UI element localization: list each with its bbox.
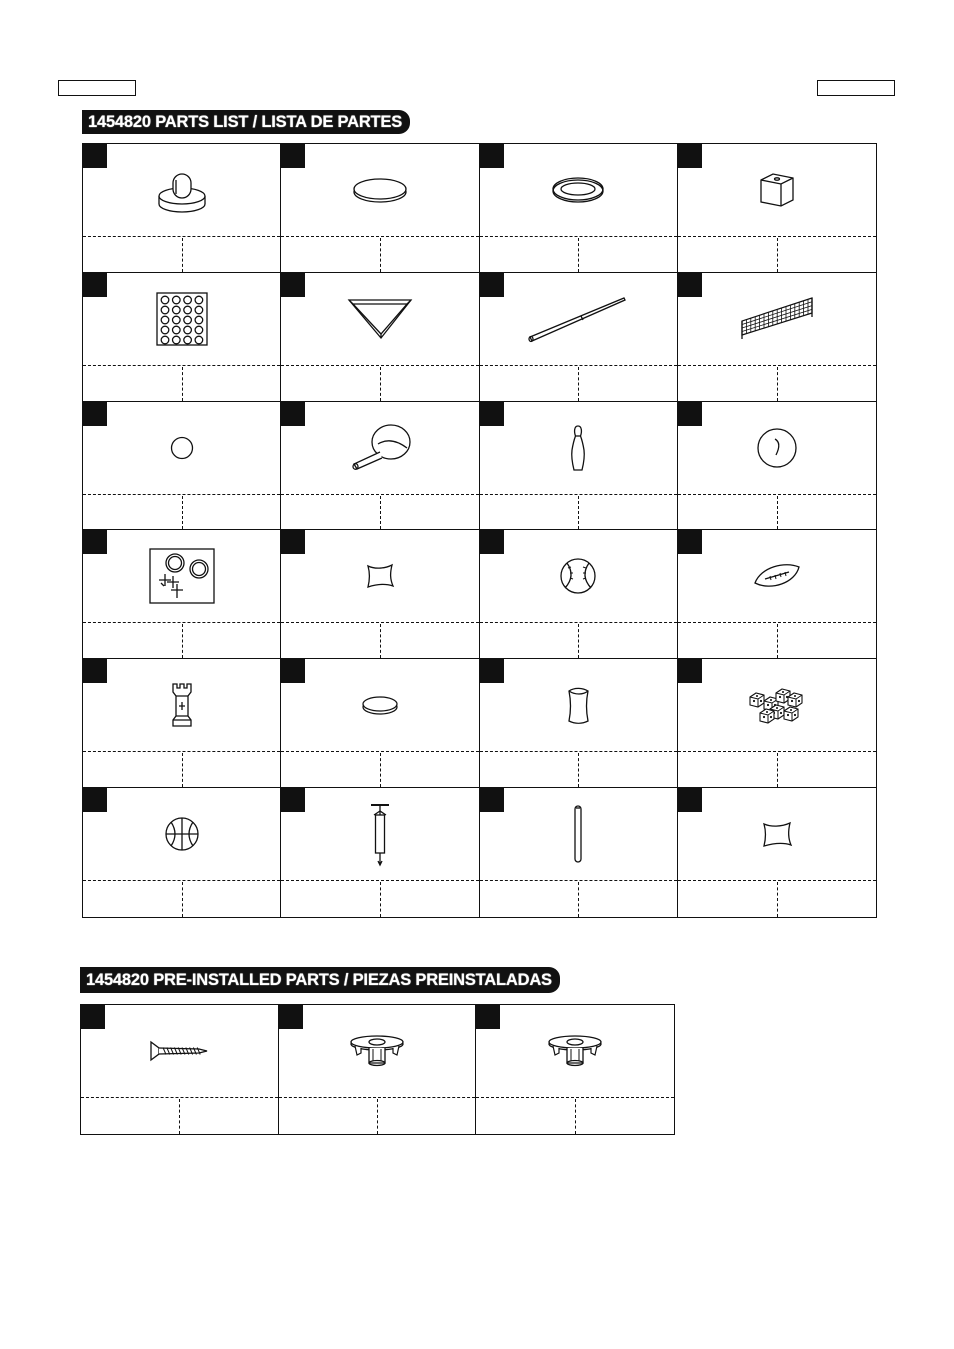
- part-divider: [678, 365, 876, 366]
- part-quantity-divider: [578, 624, 579, 658]
- part-quantity-divider: [575, 1099, 576, 1134]
- part-divider: [281, 751, 478, 752]
- ring-icon: [480, 144, 677, 236]
- part-divider: [281, 494, 478, 495]
- top-right-box: [817, 80, 895, 96]
- part-quantity-divider: [380, 238, 381, 272]
- part-divider: [678, 880, 876, 881]
- part-cell: [480, 530, 678, 659]
- part-cell: [281, 788, 479, 917]
- part-quantity-divider: [777, 882, 778, 917]
- bag-icon: [678, 788, 876, 880]
- part-cell: [281, 530, 479, 659]
- part-divider: [678, 494, 876, 495]
- part-divider: [480, 751, 677, 752]
- net-icon: [678, 273, 876, 365]
- bowling-ball-icon: [678, 402, 876, 494]
- top-left-box: [58, 80, 136, 96]
- parts-list-grid: [82, 143, 877, 918]
- tic-tac-toe-board-icon: [83, 530, 280, 622]
- ball-icon: [83, 402, 280, 494]
- basketball-icon: [83, 788, 280, 880]
- part-cell: [281, 273, 479, 402]
- part-divider: [81, 1097, 278, 1098]
- part-quantity-divider: [182, 753, 183, 787]
- part-divider: [281, 622, 478, 623]
- air-hockey-pusher-icon: [83, 144, 280, 236]
- part-divider: [678, 751, 876, 752]
- part-cell: [678, 273, 876, 402]
- part-divider: [678, 236, 876, 237]
- part-quantity-divider: [578, 238, 579, 272]
- part-quantity-divider: [380, 367, 381, 401]
- baseball-icon: [480, 530, 677, 622]
- t-nut-icon: [476, 1005, 674, 1097]
- bean-bag-icon: [281, 530, 478, 622]
- part-quantity-divider: [182, 367, 183, 401]
- preinstalled-title: 1454820 PRE-INSTALLED PARTS / PIEZAS PREINSTALADAS: [80, 967, 560, 993]
- preinstalled-part-cell: [279, 1005, 477, 1134]
- part-quantity-divider: [380, 496, 381, 530]
- part-divider: [480, 494, 677, 495]
- part-quantity-divider: [182, 238, 183, 272]
- part-cell: [480, 659, 678, 788]
- part-cell: [281, 659, 479, 788]
- part-cell: [83, 788, 281, 917]
- paddle-icon: [281, 402, 478, 494]
- part-quantity-divider: [179, 1099, 180, 1134]
- part-cell: [678, 530, 876, 659]
- triangle-rack-icon: [281, 273, 478, 365]
- part-quantity-divider: [380, 882, 381, 917]
- part-cell: [678, 402, 876, 531]
- part-quantity-divider: [578, 882, 579, 917]
- part-cell: [480, 273, 678, 402]
- game-disc-icon: [281, 659, 478, 751]
- part-divider: [480, 880, 677, 881]
- cue-stick-icon: [480, 273, 677, 365]
- pouch-icon: [480, 659, 677, 751]
- part-cell: [83, 273, 281, 402]
- part-cell: [678, 659, 876, 788]
- part-divider: [480, 365, 677, 366]
- part-cell: [83, 659, 281, 788]
- part-divider: [83, 236, 280, 237]
- rod-icon: [480, 788, 677, 880]
- part-quantity-divider: [377, 1099, 378, 1134]
- part-quantity-divider: [182, 882, 183, 917]
- part-divider: [476, 1097, 674, 1098]
- part-quantity-divider: [777, 624, 778, 658]
- t-nut-icon: [279, 1005, 476, 1097]
- part-cell: [480, 788, 678, 917]
- part-quantity-divider: [182, 624, 183, 658]
- puck-disc-icon: [281, 144, 478, 236]
- preinstalled-part-cell: [476, 1005, 674, 1134]
- part-quantity-divider: [380, 753, 381, 787]
- part-cell: [480, 144, 678, 273]
- part-quantity-divider: [777, 238, 778, 272]
- checker-board-icon: [83, 273, 280, 365]
- part-divider: [480, 236, 677, 237]
- part-divider: [279, 1097, 476, 1098]
- part-quantity-divider: [380, 624, 381, 658]
- part-quantity-divider: [578, 367, 579, 401]
- part-quantity-divider: [578, 496, 579, 530]
- part-divider: [83, 365, 280, 366]
- part-cell: [281, 144, 479, 273]
- part-divider: [281, 236, 478, 237]
- screw-icon: [81, 1005, 278, 1097]
- part-divider: [678, 622, 876, 623]
- part-quantity-divider: [777, 367, 778, 401]
- part-quantity-divider: [578, 753, 579, 787]
- part-divider: [83, 880, 280, 881]
- preinstalled-part-cell: [81, 1005, 279, 1134]
- dice-icon: [678, 659, 876, 751]
- part-quantity-divider: [777, 753, 778, 787]
- part-cell: [678, 144, 876, 273]
- part-cell: [678, 788, 876, 917]
- pump-icon: [281, 788, 478, 880]
- part-cell: [83, 402, 281, 531]
- preinstalled-grid: [80, 1004, 675, 1135]
- part-divider: [281, 365, 478, 366]
- part-divider: [83, 494, 280, 495]
- part-cell: [83, 530, 281, 659]
- part-cell: [480, 402, 678, 531]
- chalk-cube-icon: [678, 144, 876, 236]
- bowling-pin-icon: [480, 402, 677, 494]
- part-cell: [83, 144, 281, 273]
- part-quantity-divider: [777, 496, 778, 530]
- parts-list-title: 1454820 PARTS LIST / LISTA DE PARTES: [82, 110, 410, 134]
- part-divider: [83, 751, 280, 752]
- part-cell: [281, 402, 479, 531]
- part-divider: [83, 622, 280, 623]
- part-quantity-divider: [182, 496, 183, 530]
- part-divider: [480, 622, 677, 623]
- part-divider: [281, 880, 478, 881]
- chess-rook-icon: [83, 659, 280, 751]
- football-icon: [678, 530, 876, 622]
